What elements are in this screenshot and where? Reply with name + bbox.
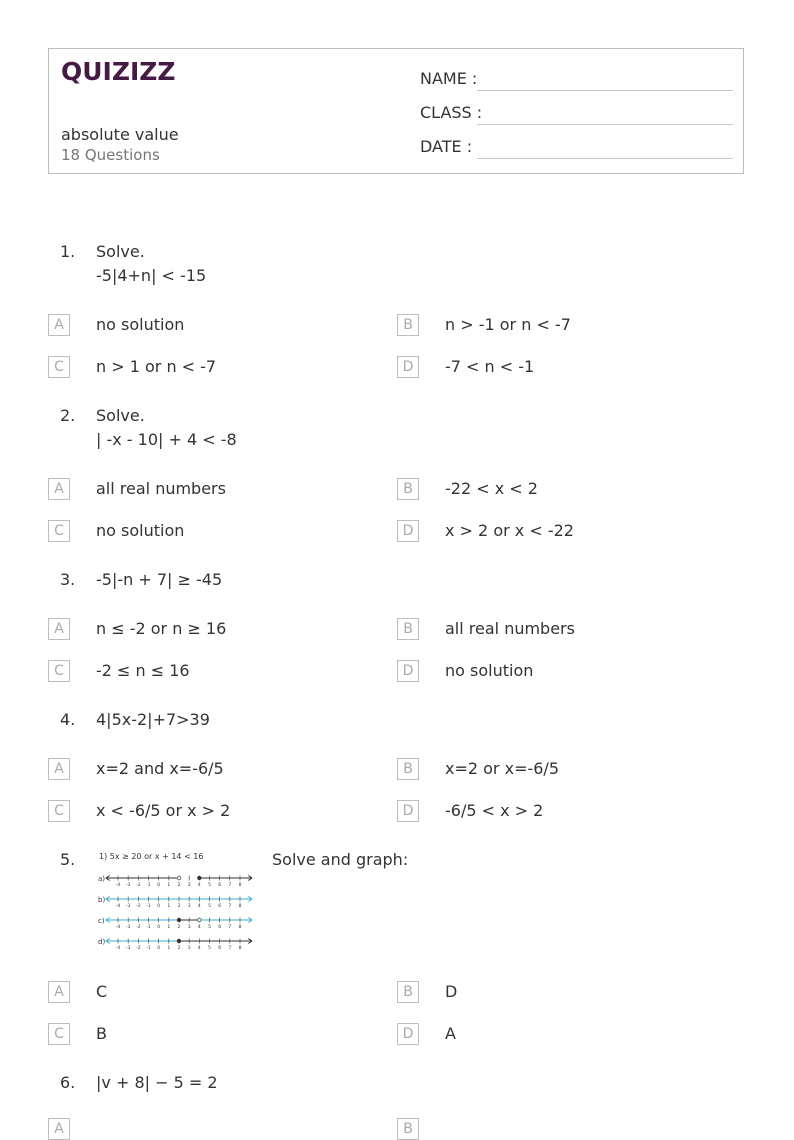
closed-dot [177,939,181,943]
tick-label: 3 [187,904,191,909]
figure-row-label: c) [98,917,105,925]
option-letter-d[interactable]: D [397,1023,419,1045]
option-letter-d[interactable]: D [397,660,419,682]
tick-label: 7 [228,904,232,909]
tick-label: -1 [146,904,151,909]
question-text: -5|4+n| < -15 [96,266,207,285]
figure-row-label: a) [98,875,106,883]
question-number: 2. [60,406,76,425]
option-letter-c[interactable]: C [48,1023,70,1045]
tick-label: 0 [157,904,161,909]
question-count: 18 Questions [61,146,160,164]
figure-row-label: b) [98,896,106,904]
name-label: NAME : [420,69,478,88]
option-text[interactable]: x < -6/5 or x > 2 [96,801,231,820]
tick-label: 6 [218,946,222,951]
option-text[interactable]: x=2 and x=-6/5 [96,759,224,778]
option-text[interactable]: A [445,1024,456,1043]
option-letter-c[interactable]: C [48,800,70,822]
option-text[interactable]: x=2 or x=-6/5 [445,759,559,778]
tick-label: 0 [157,946,161,951]
tick-label: -1 [146,925,151,930]
option-letter-b[interactable]: B [397,618,419,640]
option-text[interactable]: all real numbers [445,619,575,638]
option-letter-d[interactable]: D [397,800,419,822]
option-text[interactable]: no solution [96,315,185,334]
tick-label: 3 [187,925,191,930]
closed-dot [177,918,181,922]
option-text[interactable]: -6/5 < x > 2 [445,801,544,820]
question-text: 4|5x-2|+7>39 [96,710,210,729]
worksheet-title: absolute value [61,125,179,144]
quizizz-logo: QUIZIZZ [61,57,176,86]
option-letter-a[interactable]: A [48,618,70,640]
option-letter-a[interactable]: A [48,1118,70,1140]
question-text: Solve. [96,242,145,261]
tick-label: 0 [157,883,161,888]
tick-label: 6 [218,925,222,930]
tick-label: -4 [115,904,121,909]
tick-label: 2 [177,925,181,930]
option-letter-c[interactable]: C [48,660,70,682]
class-label: CLASS : [420,103,483,122]
date-line[interactable] [477,158,733,159]
number-line-graphs [96,848,252,952]
option-letter-b[interactable]: B [397,1118,419,1140]
option-letter-c[interactable]: C [48,356,70,378]
question-number: 4. [60,710,76,729]
tick-label: -4 [115,883,121,888]
number-line-figure [96,848,252,956]
name-line[interactable] [477,90,733,91]
tick-label: -3 [125,904,131,909]
open-dot [177,876,181,880]
worksheet-header [48,48,744,174]
question-number: 3. [60,570,76,589]
tick-label: 3 [187,883,191,888]
question-number: 1. [60,242,76,261]
option-letter-d[interactable]: D [397,520,419,542]
option-text[interactable]: no solution [445,661,534,680]
tick-label: -4 [115,946,121,951]
tick-label: 2 [177,946,181,951]
option-text[interactable]: x > 2 or x < -22 [445,521,574,540]
tick-label: 4 [197,883,201,888]
question-number: 5. [60,850,76,869]
tick-label: 8 [238,925,242,930]
tick-label: 3 [187,946,191,951]
figure-row-label: d) [98,938,106,946]
tick-label: 5 [208,883,211,888]
option-letter-b[interactable]: B [397,981,419,1003]
option-letter-a[interactable]: A [48,478,70,500]
option-letter-a[interactable]: A [48,981,70,1003]
option-text[interactable]: all real numbers [96,479,226,498]
option-text[interactable]: B [96,1024,107,1043]
tick-label: 4 [197,904,201,909]
tick-label: 8 [238,946,242,951]
tick-label: 0 [157,925,161,930]
tick-label: 8 [238,904,242,909]
question-text: Solve and graph: [272,850,409,869]
option-text[interactable]: C [96,982,108,1001]
tick-label: -2 [136,946,141,951]
option-text[interactable]: no solution [96,521,185,540]
tick-label: 6 [218,904,222,909]
option-text[interactable]: D [445,982,458,1001]
figure-problem-text: 1) 5x ≥ 20 or x + 14 < 16 [99,852,204,861]
tick-label: 1 [167,904,171,909]
option-text[interactable]: n ≤ -2 or n ≥ 16 [96,619,227,638]
tick-label: 2 [177,904,181,909]
option-text[interactable]: n > 1 or n < -7 [96,357,217,376]
option-text[interactable]: n > -1 or n < -7 [445,315,571,334]
tick-label: 1 [167,925,171,930]
option-letter-a[interactable]: A [48,314,70,336]
tick-label: 7 [228,883,232,888]
tick-label: 5 [208,946,211,951]
closed-dot [198,876,202,880]
option-letter-b[interactable]: B [397,314,419,336]
tick-label: -1 [146,946,151,951]
tick-label: -1 [146,883,151,888]
question-text: Solve. [96,406,145,425]
tick-label: -3 [125,925,131,930]
tick-label: -3 [125,946,131,951]
tick-label: -2 [136,925,141,930]
option-letter-b[interactable]: B [397,478,419,500]
option-letter-a[interactable]: A [48,758,70,780]
option-letter-d[interactable]: D [397,356,419,378]
tick-label: 1 [167,883,171,888]
tick-label: 6 [218,883,222,888]
tick-label: 8 [238,883,242,888]
option-text[interactable]: -22 < x < 2 [445,479,538,498]
tick-label: 5 [208,904,211,909]
date-label: DATE : [420,137,473,156]
tick-label: 5 [208,925,211,930]
tick-label: -4 [115,925,121,930]
question-text: | -x - 10| + 4 < -8 [96,430,237,449]
open-dot [198,918,202,922]
option-text[interactable]: -2 ≤ n ≤ 16 [96,661,190,680]
class-line[interactable] [477,124,733,125]
tick-label: 7 [228,946,232,951]
tick-label: 4 [197,946,201,951]
option-text[interactable]: -7 < n < -1 [445,357,535,376]
question-text: |v + 8| − 5 = 2 [96,1073,218,1092]
tick-label: 2 [177,883,181,888]
tick-label: 7 [228,925,232,930]
question-text: -5|-n + 7| ≥ -45 [96,570,223,589]
tick-label: 4 [197,925,201,930]
question-number: 6. [60,1073,76,1092]
tick-label: 1 [167,946,171,951]
option-letter-c[interactable]: C [48,520,70,542]
tick-label: -3 [125,883,131,888]
tick-label: -2 [136,904,141,909]
option-letter-b[interactable]: B [397,758,419,780]
tick-label: -2 [136,883,141,888]
